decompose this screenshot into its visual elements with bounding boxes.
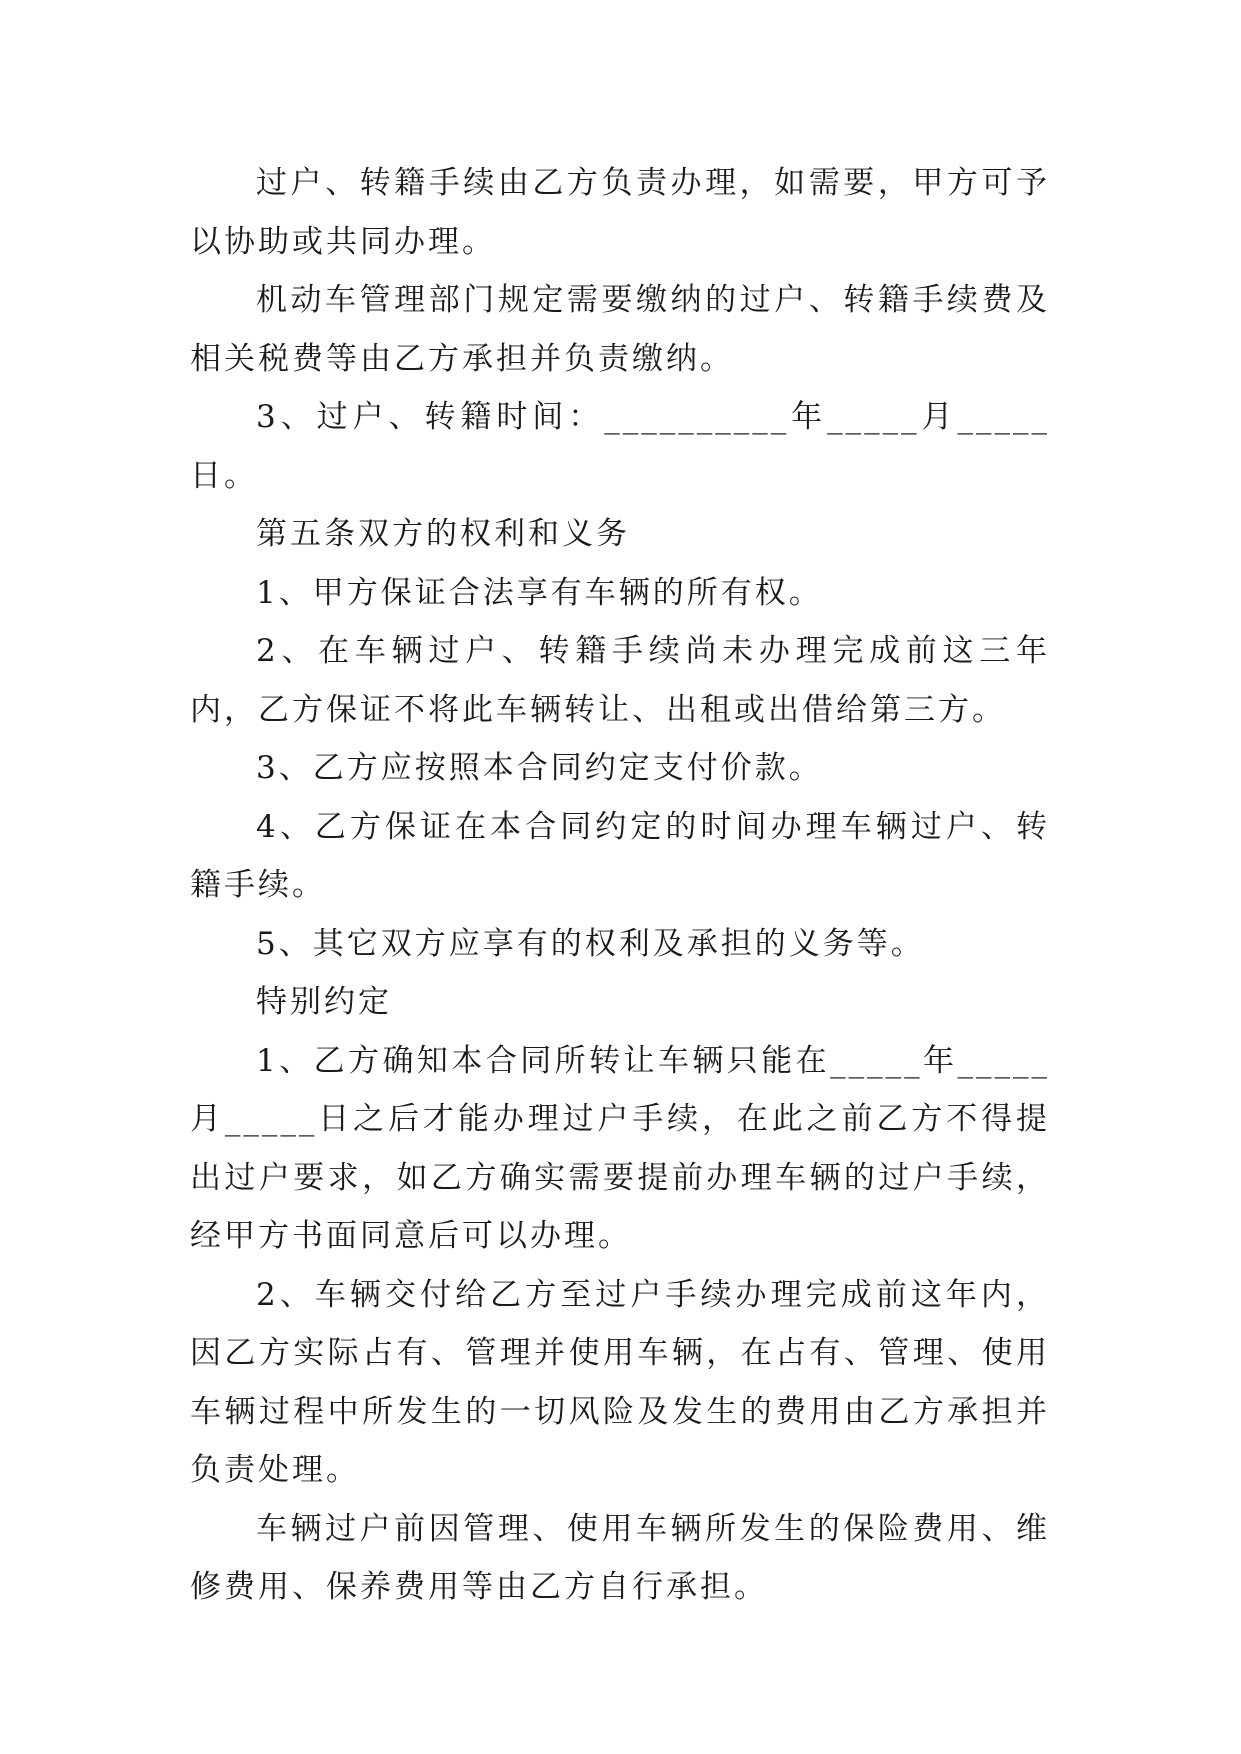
paragraph-special-2: 2、车辆交付给乙方至过户手续办理完成前这年内，因乙方实际占有、管理并使用车辆，在占有、管理、使用车辆过程中所发生的一切风险及发生的费用由乙方承担并负责处理。 [190, 1276, 1050, 1488]
section-heading-special-terms: 特别约定 [256, 984, 392, 1020]
paragraph-transfer-handling: 过户、转籍手续由乙方负责办理，如需要，甲方可予以协助或共同办理。 [190, 165, 1050, 260]
paragraph-item-2: 2、在车辆过户、转籍手续尚未办理完成前这三年内，乙方保证不将此车辆转让、出租或出借给第三方。 [190, 633, 1050, 728]
paragraph-costs: 车辆过户前因管理、使用车辆所发生的保险费用、维修费用、保养费用等由乙方自行承担。 [190, 1510, 1050, 1605]
paragraph-item-5: 5、其它双方应享有的权利及承担的义务等。 [256, 925, 925, 962]
paragraph-special-1: 1、乙方确知本合同所转让车辆只能在_____年_____月_____日之后才能办理过户手续，在此之前乙方不得提出过户要求，如乙方确实需要提前办理车辆的过户手续，经甲方书面同意后可以办理。 [190, 1042, 1050, 1254]
paragraph-transfer-fees: 机动车管理部门规定需要缴纳的过户、转籍手续费及相关税费等由乙方承担并负责缴纳。 [190, 282, 1050, 377]
paragraph-item-1: 1、甲方保证合法享有车辆的所有权。 [256, 574, 823, 611]
paragraph-item-3: 3、乙方应按照本合同约定支付价款。 [256, 750, 823, 786]
document-body [190, 154, 1050, 1617]
section-heading-rights-obligations: 第五条双方的权利和义务 [256, 516, 630, 552]
paragraph-item-4: 4、乙方保证在本合同约定的时间办理车辆过户、转籍手续。 [190, 808, 1050, 903]
paragraph-transfer-time: 3、过户、转籍时间：__________年_____月_____日。 [190, 399, 1050, 494]
